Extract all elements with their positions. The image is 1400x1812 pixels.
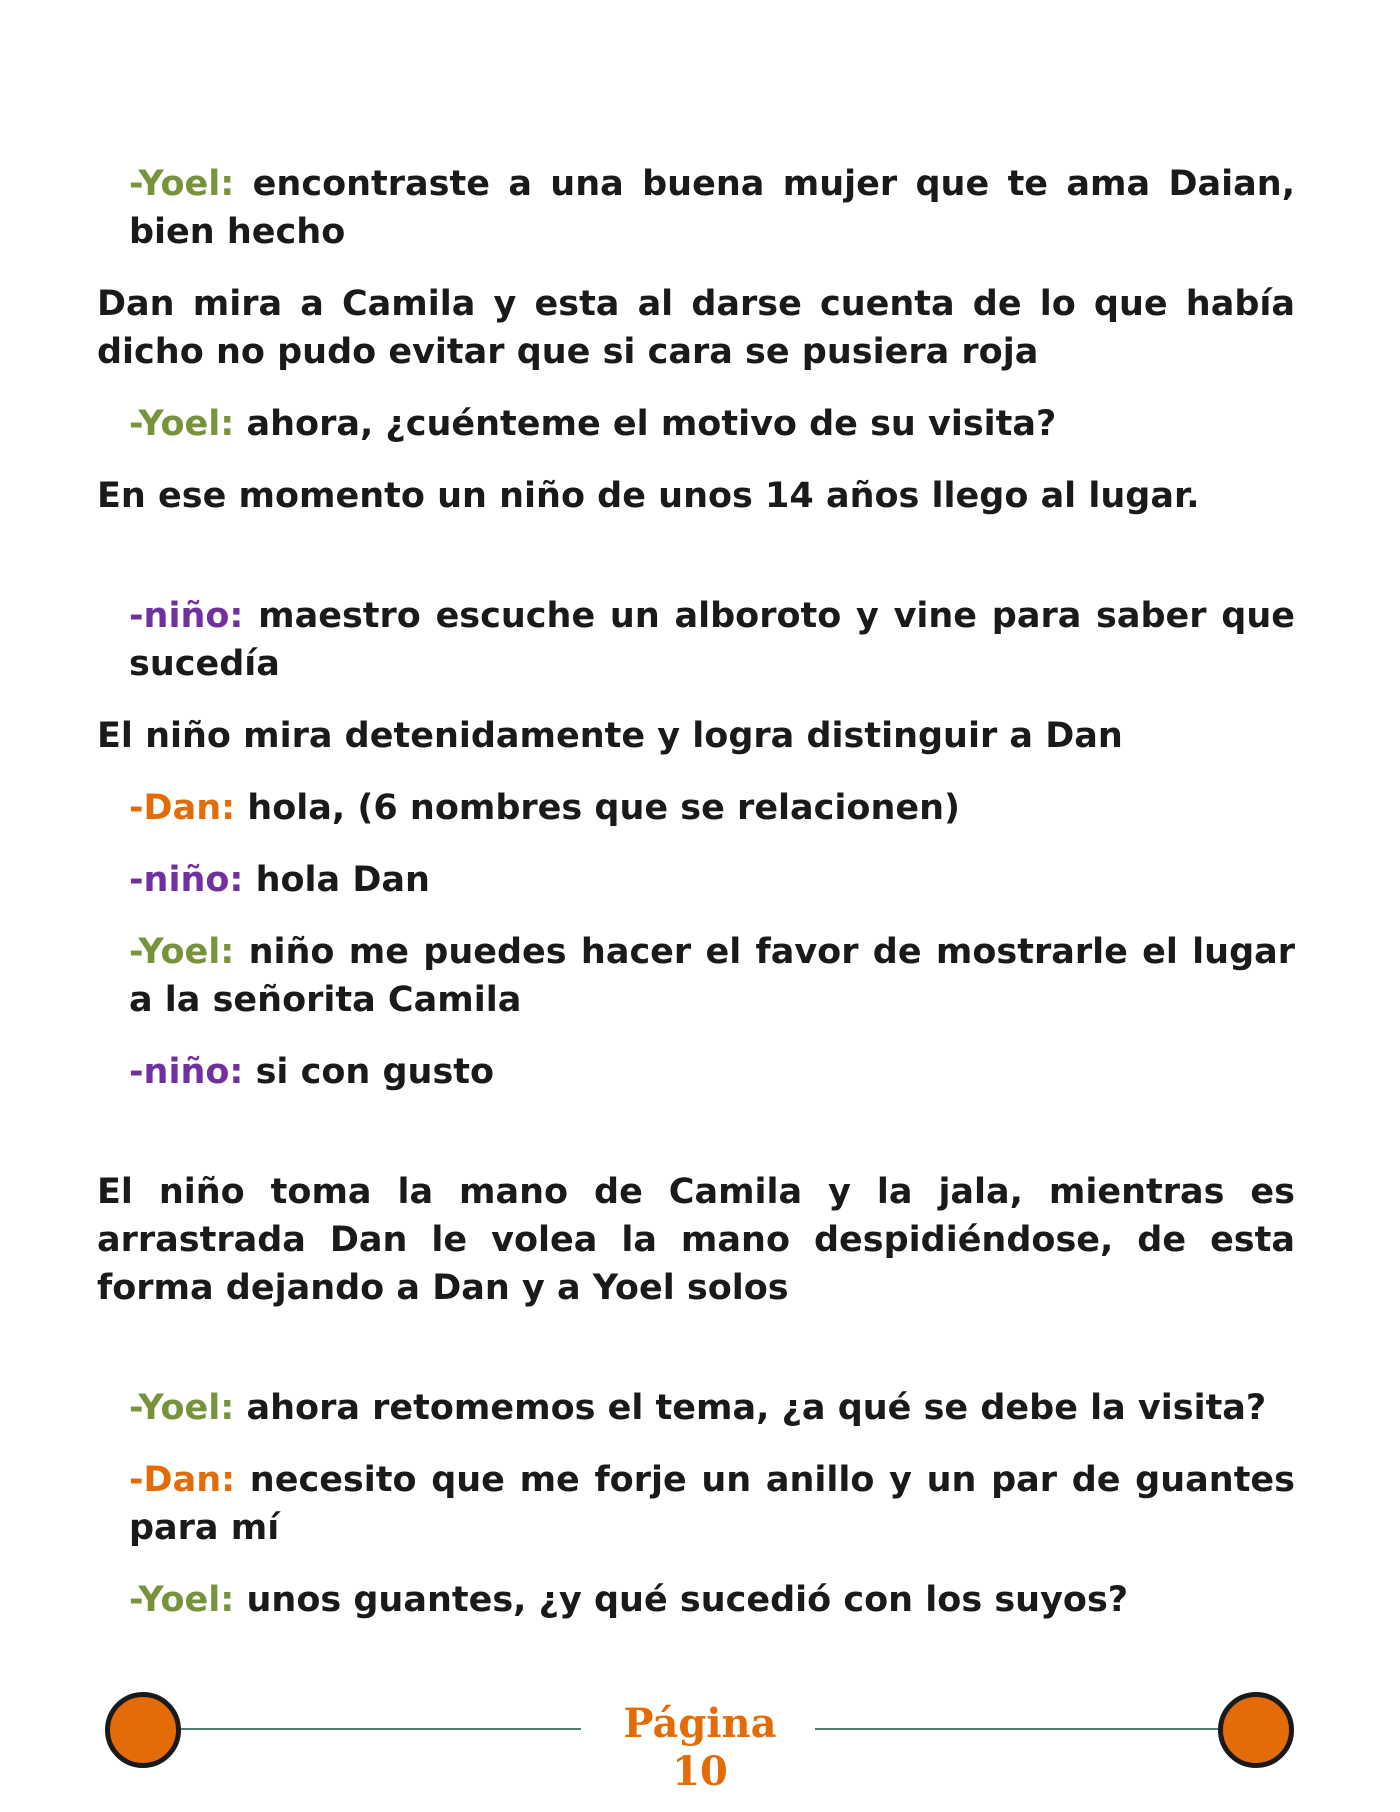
dialog-text: ahora retomemos el tema, ¿a qué se debe la visita?: [234, 1388, 1267, 1428]
dialog-text: ahora, ¿cuénteme el motivo de su visita?: [234, 404, 1057, 444]
dialog-line: [129, 160, 1295, 256]
speaker-label: -Yoel:: [129, 932, 235, 972]
right-footer-rule: [815, 1728, 1218, 1730]
dialog-text: unos guantes, ¿y qué sucedió con los suyos?: [234, 1580, 1129, 1620]
dialog-text: hola, (6 nombres que se relacionen): [235, 788, 961, 828]
dialog-line: [129, 1456, 1295, 1552]
dialog-text: necesito que me forje un anillo y un par de guantes para mí: [129, 1460, 1295, 1548]
page-footer: [0, 1680, 1400, 1812]
narration-paragraph: El niño mira detenidamente y logra distinguir a Dan: [97, 716, 1123, 756]
dialog-line: [129, 928, 1295, 1024]
speaker-label: -Yoel:: [129, 1580, 235, 1620]
dialog-line: [129, 1576, 1295, 1624]
page-number-label: [560, 1700, 840, 1796]
speaker-label: -niño:: [129, 596, 244, 636]
speaker-label: -niño:: [129, 860, 244, 900]
dialog-text: encontraste a una buena mujer que te ama Daian, bien hecho: [129, 164, 1295, 252]
left-footer-rule: [181, 1728, 581, 1730]
dialog-line: [129, 592, 1295, 688]
dialog-text: si con gusto: [243, 1052, 495, 1092]
left-circle-ornament: [105, 1692, 181, 1768]
dialog-text: niño me puedes hacer el favor de mostrarle el lugar a la señorita Camila: [129, 932, 1295, 1020]
speaker-label: -Yoel:: [129, 164, 235, 204]
page-word: Página: [623, 1700, 777, 1747]
page-number: 10: [672, 1748, 728, 1795]
dialog-line: [129, 400, 1295, 448]
dialog-line: [129, 856, 1295, 904]
dialog-text: hola Dan: [243, 860, 430, 900]
dialog-line: [129, 1384, 1295, 1432]
page-content: [97, 160, 1295, 1648]
speaker-label: -Dan:: [129, 788, 236, 828]
speaker-label: -Yoel:: [129, 404, 235, 444]
narration-paragraph: El niño toma la mano de Camila y la jala, mientras es arrastrada Dan le volea la mano despidiéndose, de esta forma dejando a Dan y a Yoel solos: [97, 1172, 1295, 1308]
speaker-label: -niño:: [129, 1052, 244, 1092]
dialog-text: maestro escuche un alboroto y vine para saber que sucedía: [129, 596, 1295, 684]
right-circle-ornament: [1218, 1692, 1294, 1768]
narration-paragraph: Dan mira a Camila y esta al darse cuenta de lo que había dicho no pudo evitar que si cara se pusiera roja: [97, 284, 1295, 372]
speaker-label: -Dan:: [129, 1460, 236, 1500]
narration-paragraph: En ese momento un niño de unos 14 años llego al lugar.: [97, 476, 1200, 516]
dialog-line: [129, 784, 1295, 832]
dialog-line: [129, 1048, 1295, 1096]
speaker-label: -Yoel:: [129, 1388, 235, 1428]
